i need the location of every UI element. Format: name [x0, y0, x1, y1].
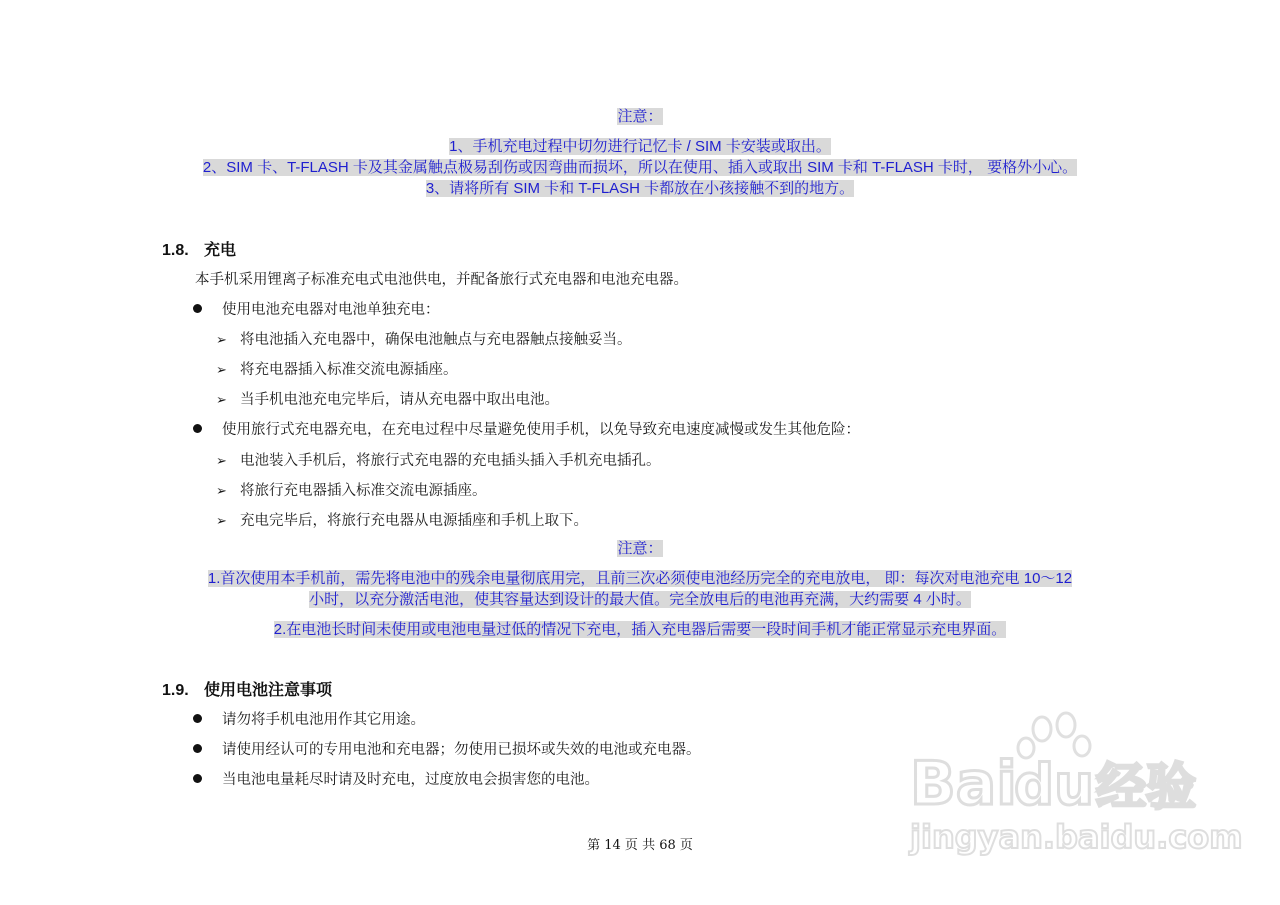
- bullet-dot-icon: [193, 714, 202, 723]
- arrow-bullet-icon: ➢: [216, 363, 227, 378]
- section-1-9-title: 使用电池注意事项: [204, 682, 333, 699]
- note-top-line-1-row: [0, 136, 1280, 157]
- sub-list-item-text: 当手机电池充电完毕后，请从充电器中取出电池。: [240, 392, 559, 408]
- list-item-text: 请使用经认可的专用电池和充电器；勿使用已损坏或失效的电池或充电器。: [222, 742, 701, 758]
- sub-list-item: [216, 328, 632, 349]
- section-1-8-number: 1.8.: [162, 242, 189, 259]
- page-footer: 第 14 页 共 68 页: [587, 838, 693, 853]
- arrow-bullet-icon: ➢: [216, 393, 227, 408]
- sub-list-item: [216, 479, 487, 500]
- note-mid-line-2-row: [0, 619, 1280, 640]
- bullet-dot-icon: [193, 744, 202, 753]
- sub-list-item: [216, 388, 559, 409]
- note-mid-line-2: 2.在电池长时间未使用或电池电量过低的情况下充电，插入充电器后需要一段时间手机才能正常显示充电界面。: [273, 621, 1007, 638]
- list-item-text: 使用电池充电器对电池单独充电：: [222, 302, 440, 318]
- sub-list-item: [216, 509, 588, 530]
- arrow-bullet-icon: ➢: [216, 514, 227, 529]
- sub-list-item-text: 将旅行充电器插入标准交流电源插座。: [240, 483, 487, 499]
- note-top-line-2-row: [0, 157, 1280, 178]
- watermark-brand-b: du: [1014, 753, 1094, 818]
- note-mid-title-row: [0, 538, 1280, 559]
- note-top-line-3-row: [0, 178, 1280, 199]
- arrow-bullet-icon: ➢: [216, 454, 227, 469]
- note-mid-line-1b: 小时，以充分激活电池，使其容量达到设计的最大值。完全放电后的电池再充满，大约需要 4 小时。: [309, 591, 971, 608]
- list-item: [193, 738, 701, 759]
- paw-print-icon: [1018, 713, 1090, 758]
- sub-list-item: [216, 449, 661, 470]
- list-item: [193, 418, 860, 439]
- section-1-8-heading: [162, 237, 236, 260]
- watermark-url: jingyan.baidu.com: [910, 818, 1243, 856]
- bullet-dot-icon: [193, 304, 202, 313]
- note-top-line-1: 1、手机充电过程中切勿进行记忆卡 / SIM 卡安装或取出。: [449, 138, 831, 155]
- arrow-bullet-icon: ➢: [216, 484, 227, 499]
- bullet-dot-icon: [193, 774, 202, 783]
- baidu-jingyan-watermark-logo: [908, 712, 1243, 862]
- note-mid-line-1a: 1.首次使用本手机前，需先将电池中的残余电量彻底用完，且前三次必须使电池经历完全的充电放电， 即：每次对电池充电 10～12: [207, 570, 1073, 587]
- section-1-8-title: 充电: [204, 242, 237, 259]
- list-item-text: 请勿将手机电池用作其它用途。: [222, 712, 425, 728]
- sub-list-item-text: 电池装入手机后，将旅行式充电器的充电插头插入手机充电插孔。: [240, 453, 661, 469]
- note-mid-line-1a-row: [0, 568, 1280, 589]
- note-mid-line-1b-row: [0, 589, 1280, 610]
- note-top-line-2: 2、SIM 卡、T-FLASH 卡及其金属触点极易刮伤或因弯曲而损坏，所以在使用、插入或取出 SIM 卡和 T-FLASH 卡时， 要格外小心。: [202, 159, 1078, 176]
- note-top-title-row: [0, 106, 1280, 127]
- sub-list-item-text: 将充电器插入标准交流电源插座。: [240, 362, 458, 378]
- section-1-9-heading: [162, 677, 332, 700]
- note-mid-title: 注意：: [617, 540, 663, 557]
- section-1-8-intro: 本手机采用锂离子标准充电式电池供电，并配备旅行式充电器和电池充电器。: [195, 272, 688, 288]
- list-item: [193, 708, 425, 729]
- note-top-line-3: 3、请将所有 SIM 卡和 T-FLASH 卡都放在小孩接触不到的地方。: [425, 180, 855, 197]
- bullet-dot-icon: [193, 424, 202, 433]
- sub-list-item: [216, 358, 458, 379]
- list-item: [193, 298, 440, 319]
- watermark-brand-c: 经验: [1096, 758, 1196, 816]
- list-item: [193, 768, 599, 789]
- sub-list-item-text: 将电池插入充电器中，确保电池触点与充电器触点接触妥当。: [240, 332, 632, 348]
- watermark-brand-a: Bai: [910, 749, 1017, 819]
- section-1-9-number: 1.9.: [162, 682, 189, 699]
- note-top-title: 注意：: [617, 108, 663, 125]
- list-item-text: 当电池电量耗尽时请及时充电，过度放电会损害您的电池。: [222, 772, 599, 788]
- sub-list-item-text: 充电完毕后，将旅行充电器从电源插座和手机上取下。: [240, 513, 588, 529]
- arrow-bullet-icon: ➢: [216, 333, 227, 348]
- list-item-text: 使用旅行式充电器充电，在充电过程中尽量避免使用手机，以免导致充电速度减慢或发生其他危险：: [222, 422, 860, 438]
